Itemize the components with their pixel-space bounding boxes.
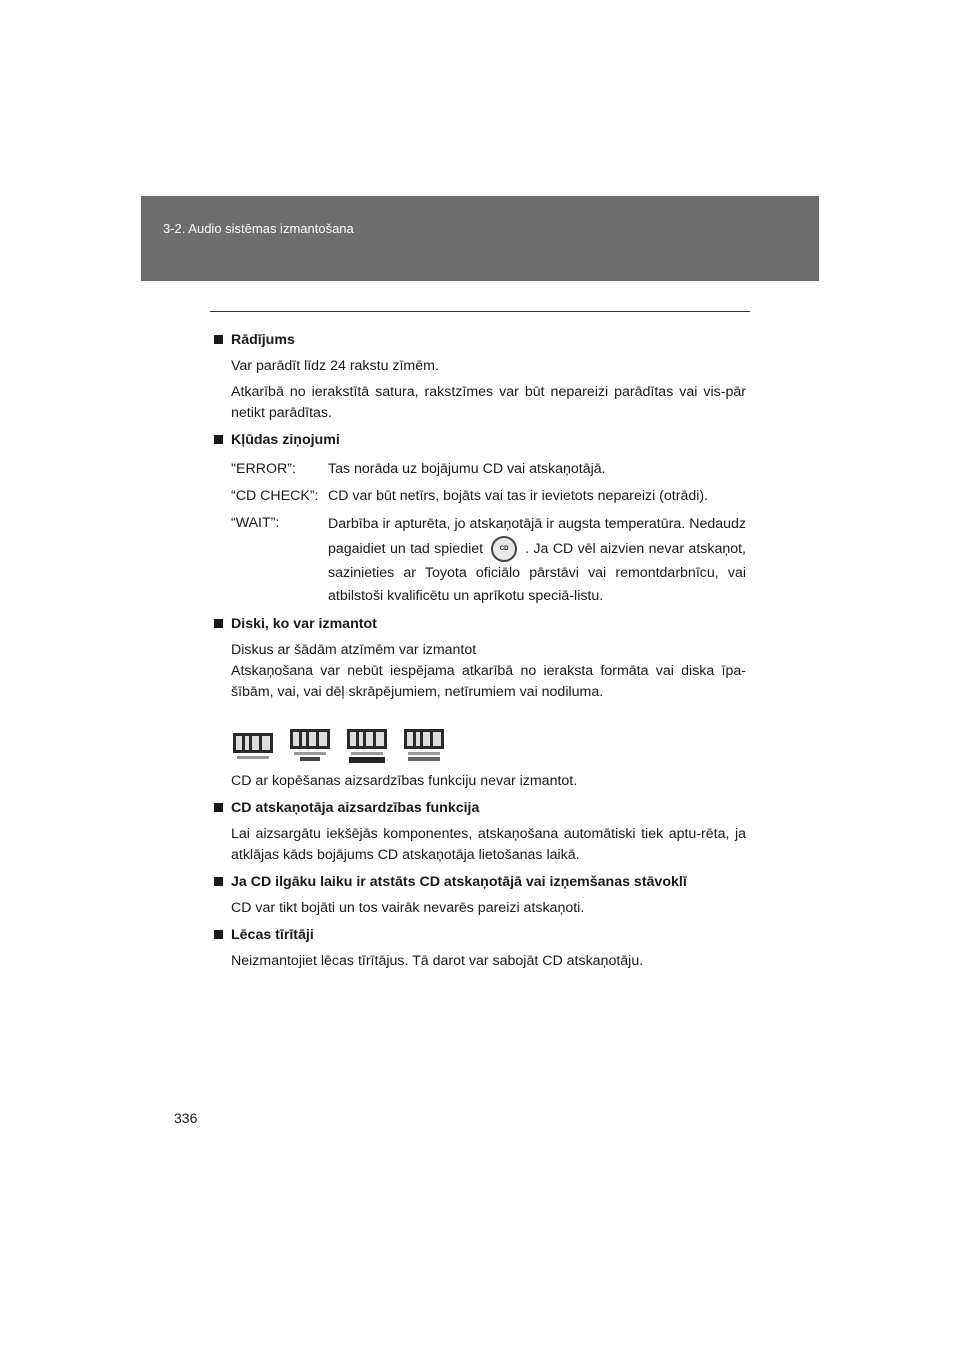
bullet-square-icon <box>214 877 223 886</box>
copy-protection-note: CD ar kopēšanas aizsardzības funkciju nevar izmantot. <box>231 773 578 789</box>
cd-button-icon: CD <box>491 536 517 562</box>
error-row-wait <box>214 513 746 608</box>
error-row <box>214 486 746 507</box>
error-description: Darbība ir apturēta, jo atskaņotājā ir augsta temperatūra. Nedaudz pagaidiet un tad spiediet CD . Ja CD vēl aizvien nevar atskaņot, sazinieties ar Toyota oficiālo pārstāvi vai remontdarbnīcu, vai atbilstoši kvalificētu un aprīkotu speciā-listu. <box>328 516 746 604</box>
left-in-paragraph: CD var tikt bojāti un tos vairāk nevarēs pareizi atskaņoti. <box>231 900 585 916</box>
divider <box>210 311 750 312</box>
bullet-square-icon <box>214 803 223 812</box>
lens-paragraph: Neizmantojiet lēcas tīrītājus. Tā darot var sabojāt CD atskaņotāju. <box>231 953 644 969</box>
disc-logos <box>214 727 746 765</box>
bullet-square-icon <box>214 619 223 628</box>
discs-paragraph-1: Diskus ar šādām atzīmēm var izmantot <box>231 642 477 658</box>
discs-paragraph-2: Atskaņošana var nebūt iespējama atkarībā no ieraksta formāta vai diska īpa-šībām, vai, vai dēļ skrāpējumiem, netīrumiem vai nodiluma. <box>231 663 746 700</box>
protection-heading: CD atskaņotāja aizsardzības funkcija <box>214 798 746 819</box>
discs-heading: Diski, ko var izmantot <box>214 614 746 635</box>
display-heading: Rādījums <box>214 330 746 351</box>
display-paragraph-2: Atkarībā no ierakstītā satura, rakstzīmes var būt nepareizi parādītas vai vis-pār netikt parādītas. <box>231 384 746 421</box>
disc-logo-icon <box>288 727 333 765</box>
disc-logo-icon <box>402 727 447 765</box>
page-content <box>214 326 746 972</box>
lens-heading: Lēcas tīrītāji <box>214 925 746 946</box>
left-in-heading: Ja CD ilgāku laiku ir atstāts CD atskaņotājā vai izņemšanas stāvoklī <box>214 872 746 893</box>
error-row <box>214 459 746 480</box>
disc-logo-icon <box>231 727 276 765</box>
disc-logo-icon <box>345 727 390 765</box>
error-code: "ERROR”: <box>231 461 296 477</box>
section-title: 3-2. Audio sistēmas izmantošana <box>163 221 354 236</box>
bullet-square-icon <box>214 435 223 444</box>
error-description: Tas norāda uz bojājumu CD vai atskaņotājā. <box>328 461 606 477</box>
error-description: CD var būt netīrs, bojāts vai tas ir ievietots nepareizi (otrādi). <box>328 488 709 504</box>
error-code: “WAIT”: <box>231 515 280 531</box>
protection-paragraph: Lai aizsargātu iekšējās komponentes, atskaņošana automātiski tiek aptu-rēta, ja atklājas kāds bojājums CD atskaņotāja lietošanas laikā. <box>231 826 746 863</box>
bullet-square-icon <box>214 335 223 344</box>
errors-heading: Kļūdas ziņojumi <box>214 430 746 451</box>
display-paragraph-1: Var parādīt līdz 24 rakstu zīmēm. <box>231 358 439 374</box>
section-header <box>141 196 819 281</box>
bullet-square-icon <box>214 930 223 939</box>
page-number: 336 <box>174 1110 198 1126</box>
error-code: “CD CHECK”: <box>231 488 319 504</box>
